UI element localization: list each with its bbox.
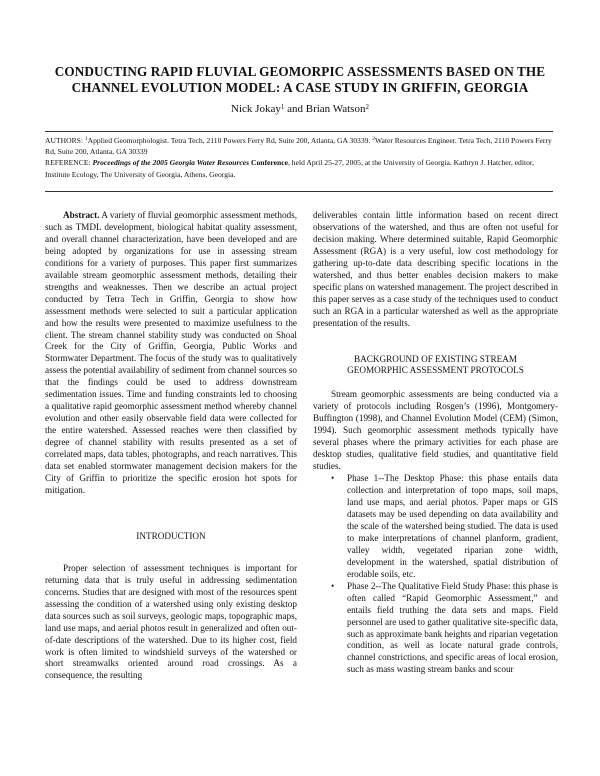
top-divider: [45, 131, 553, 132]
abstract-text: A variety of fluvial geomorphic assessment methods, such as TMDL development, biological habitat quality assessment, and overall channel characterization, have been developed and are being adopted by organizations for use in assessing stream conditions for a variety of purposes. This paper first summarizes available stream geomorphic assessment methods, detailing their strengths and weaknesses. Then we describe an actual project conducted by Tetra Tech in Griffin, Georgia to show how assessment methods were selected to suit a particular application and how the results were presented to maximize usefulness to the client. The stream channel stability study was conducted on Shoal Creek for the City of Griffin, Georgia, Public Works and Stormwater Department. The focus of the study was to qualitatively assess the potential availability of sediment from channel sources so that the findings could be used to address downstream sedimentation issues. Time and funding constraints led to choosing a qualitative rapid geomorphic assessment method whereby channel evolution and other easily observable field data were collected for the entire watershed. Assessed reaches were then classified by degree of channel stability with results presented as a set of correlated maps, data tables, photographs, and reach narratives. This data set enabled stormwater management decision makers for the City of Griffin to prioritize the specific erosion hot spots for mitigation.: [45, 210, 297, 495]
authors-label: AUTHORS:: [45, 136, 85, 145]
paper-title-line-2: CHANNEL EVOLUTION MODEL: A CASE STUDY IN GRIFFIN, GEORGIA: [71, 80, 529, 95]
phase-list: [313, 473, 558, 676]
bullet-icon: •: [331, 473, 335, 484]
background-heading-line-2: GEOMORPHIC ASSESSMENT PROTOCOLS: [347, 365, 524, 376]
phase-2-text: Phase 2--The Qualitative Field Study Phase: this phase is often called “Rapid Geomorphic Assessment,” and entails field truthing the data sets and maps. Field personnel are used to gather qualitative site-specific data, such as approximate bank heights and riparian vegetation condition, as well as locate natural grade controls, channel constrictions, and specific areas of local erosion, such as mass wasting stream banks and scour: [347, 580, 558, 675]
background-paragraph: Stream geomorphic assessments are being conducted via a variety of protocols including Rosgen’s (1996), Montgomery-Buffington (1998), and Channel Evolution Model (CEM) (Simon, 1994). Such geomorphic assessment methods typically have several phases where the primary activities for each phase are desktop studies, qualitative field studies, and quantitative field studies.: [313, 389, 558, 472]
author-line: [40, 102, 560, 116]
affiliations: [45, 135, 555, 157]
background-heading: [313, 354, 558, 378]
abstract-paragraph: [45, 210, 297, 497]
abstract-label: Abstract.: [63, 210, 100, 220]
author-2-name: Brian Watson: [305, 103, 366, 115]
affiliation-2-superscript: 2: [372, 136, 375, 142]
reference-conference: Conference: [249, 158, 288, 168]
author-joiner: and: [284, 103, 306, 115]
reference: [45, 157, 555, 179]
list-item: [313, 581, 558, 677]
right-column: [313, 210, 558, 676]
reference-details: , held April 25-27, 2005, at the University of Georgia. Kathryn J. Hatcher, editor, Institute Ecology, The University of Georgia, Athens, Georgia.: [45, 158, 534, 179]
introduction-paragraph: Proper selection of assessment techniques is important for returning data that is truly useful in addressing sedimentation concerns. Studies that are designed with most of the resources spent assessing the condition of a watershed using only existing desktop data sources such as soil surveys, geologic maps, topographic maps, land use maps, and aerial photos result in generalized and often out-of-date descriptions of the watershed. Due to its higher cost, field work is often limited to windshield surveys of the watershed or short streamwalks oriented around road crossings. As a consequence, the resulting: [45, 562, 297, 681]
phase-1-text: Phase 1--The Desktop Phase: this phase entails data collection and interpretation of topo maps, soil maps, land use maps, and aerial photos. Paper maps or GIS datasets may be used depending on data availability and the scale of the watershed being studied. The data is used to make interpretations of channel planform, gradient, valley width, vegetated riparian zone width, development in the watershed, spatial distribution of erodable soils, etc.: [347, 473, 558, 579]
left-column: [45, 210, 297, 682]
author-1-name: Nick Jokay: [231, 103, 281, 115]
affiliation-2: Water Resources Engineer. Tetra Tech, 2110 Powers Ferry Rd, Suite 200, Atlanta, GA 30339: [45, 136, 552, 157]
background-heading-line-1: BACKGROUND OF EXISTING STREAM: [353, 353, 518, 364]
paper-title: [40, 64, 560, 96]
affiliation-1-superscript: 1: [84, 136, 88, 142]
introduction-continued-paragraph: deliverables contain little information based on recent direct observations of the watershed, and thus are often not useful for decision making. Where determined suitable, Rapid Geomorphic Assessment (RGA) is a very useful, low cost methodology for gathering up-to-date data describing specific locations in the watershed, and thus better enables decision makers to make specific plans on watershed management. The project described in this paper serves as a case study of the techniques used to conduct such an RGA in a particular watershed as well as the appropriate presentation of the results.: [313, 210, 558, 328]
author-2-superscript: 2: [365, 103, 369, 111]
reference-proceedings: Proceedings of the 2005 Georgia Water Resources: [92, 158, 250, 168]
paper-title-line-1: CONDUCTING RAPID FLUVIAL GEOMORPIC ASSESSMENTS BASED ON THE: [54, 64, 546, 79]
list-item: [313, 473, 558, 581]
bottom-divider: [45, 191, 553, 192]
affiliation-1: Applied Geomorphologist. Tetra Tech, 2110 Powers Ferry Rd, Suite 200, Atlanta, GA 30339.: [87, 136, 373, 145]
author-1-superscript: 1: [280, 103, 285, 111]
metadata-block: [45, 135, 555, 180]
reference-label: REFERENCE:: [45, 158, 93, 168]
bullet-icon: •: [331, 580, 335, 591]
introduction-heading: INTRODUCTION: [136, 530, 206, 541]
